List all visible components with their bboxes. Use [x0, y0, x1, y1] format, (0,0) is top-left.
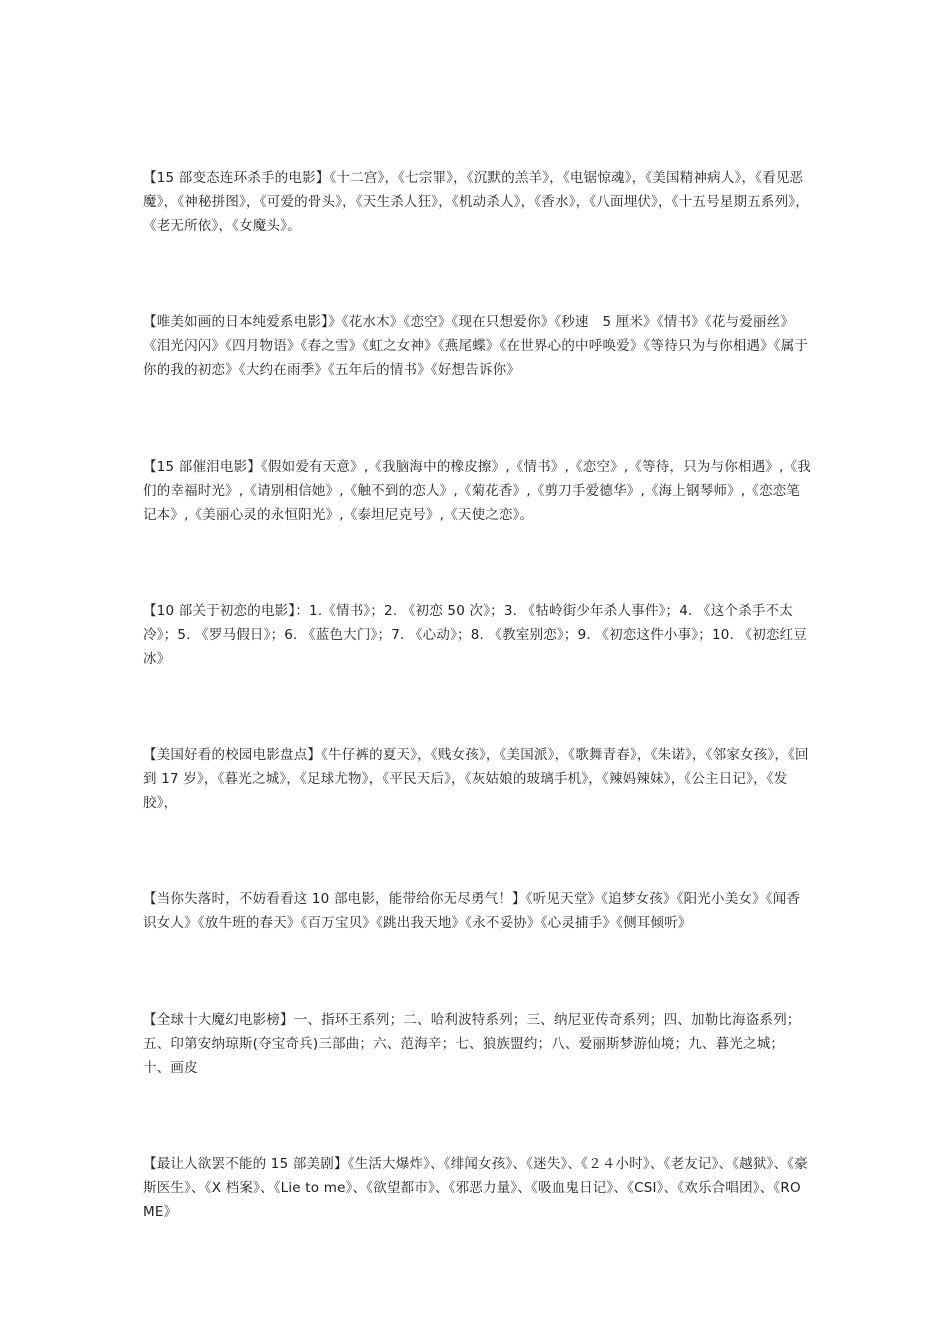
- paragraph-heading: 【当你失落时，不妨看看这 10 部电影，能带给你无尽勇气！】: [143, 891, 526, 907]
- paragraph-heading: 【全球十大魔幻电影榜】: [143, 1012, 294, 1028]
- paragraph-first-love-movies: [143, 599, 811, 671]
- paragraph-heading: 【15 部催泪电影】: [143, 459, 261, 475]
- paragraph-body: 》《花水木》《恋空》《现在只想爱你》《秒速 5 厘米》《情书》《花与爱丽丝》《泪光闪闪》《四月物语》《春之雪》《虹之女神》《燕尾蝶》《在世界心的中呼唤爱》《等待只为与你相遇》《属于你的我的初恋》《大约在雨季》《五年后的情书》《好想告诉你》: [143, 314, 809, 378]
- paragraph-serial-killer-movies: [143, 166, 811, 238]
- paragraph-body: 《假如爱有天意》,《我脑海中的橡皮擦》,《情书》,《恋空》,《等待，只为与你相遇》,《我们的幸福时光》,《请别相信她》,《触不到的恋人》,《菊花香》,《剪刀手爱德华》,《海上钢琴师》,《恋恋笔记本》,《美丽心灵的永恒阳光》,《泰坦尼克号》,《天使之恋》。: [143, 459, 811, 523]
- paragraph-japanese-romance-movies: [143, 310, 811, 382]
- paragraph-courage-movies: [143, 887, 811, 935]
- paragraph-campus-movies: [143, 743, 811, 815]
- paragraph-heading: 【最让人欲罢不能的 15 部美剧】: [143, 1156, 348, 1172]
- paragraph-heading: 【美国好看的校园电影盘点】: [143, 747, 322, 763]
- paragraph-heading: 【15 部变态连环杀手的电影】: [143, 170, 330, 186]
- paragraph-heading: 【唯美如画的日本纯爱系电影】: [143, 314, 329, 330]
- paragraph-body: 《听见天堂》《追梦女孩》《阳光小美女》《闻香识女人》《放牛班的春天》《百万宝贝》《跳出我天地》《永不妥协》《心灵捕手》《侧耳倾听》: [143, 891, 801, 931]
- paragraph-body: 《生活大爆炸》、《绯闻女孩》、《迷失》、《２４小时》、《老友记》、《越狱》、《豪斯医生》、《X 档案》、《Lie to me》、《欲望都市》、《邪恶力量》、《吸血鬼日记》、《CSI》、《欢乐合唱团》、《ROME》: [143, 1156, 808, 1220]
- paragraph-tearjerker-movies: [143, 455, 811, 527]
- paragraph-body: 一、指环王系列；二、哈利波特系列；三、纳尼亚传奇系列；四、加勒比海盗系列；五、印第安纳琼斯(夺宝奇兵)三部曲；六、范海辛；七、狼族盟约；八、爱丽斯梦游仙境；九、暮光之城；十、画皮: [143, 1012, 801, 1076]
- paragraph-body: ：1.《情书》；2. 《初恋 50 次》；3. 《牯岭街少年杀人事件》；4. 《这个杀手不太冷》；5. 《罗马假日》；6. 《蓝色大门》；7. 《心动》；8. 《教室别恋》；9. 《初恋这件小事》；10. 《初恋红豆冰》: [143, 603, 808, 667]
- paragraph-heading: 【10 部关于初恋的电影】: [143, 603, 296, 619]
- paragraph-fantasy-movies: [143, 1008, 811, 1080]
- paragraph-body: 《牛仔裤的夏天》，《贱女孩》，《美国派》，《歌舞青春》，《朱诺》，《邻家女孩》，《回到 17 岁》，《暮光之城》，《足球尤物》，《平民天后》，《灰姑娘的玻璃手机》，《辣妈辣妹》，《公主日记》，《发胶》，: [143, 747, 809, 811]
- paragraph-body: 《十二宫》，《七宗罪》，《沉默的羔羊》，《电锯惊魂》，《美国精神病人》，《看见恶魔》，《神秘拼图》，《可爱的骨头》，《天生杀人狂》，《机动杀人》，《香水》，《八面埋伏》，《十五号星期五系列》，《老无所依》，《女魔头》。: [143, 170, 809, 234]
- paragraph-us-tv-series: [143, 1152, 811, 1224]
